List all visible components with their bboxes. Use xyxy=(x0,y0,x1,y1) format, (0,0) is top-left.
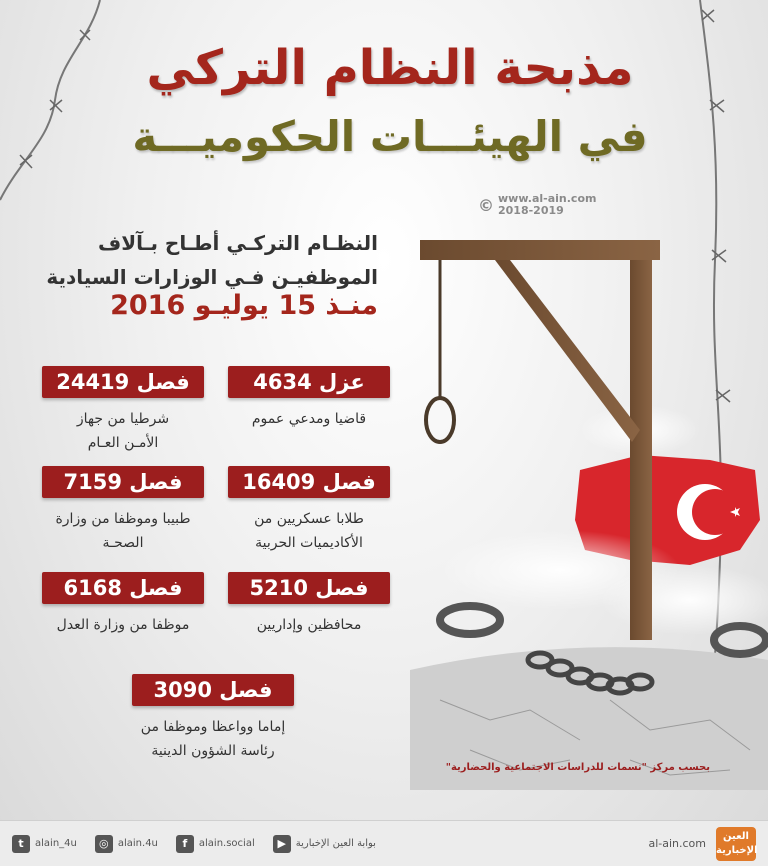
since-date: منـذ 15 يوليـو 2016 xyxy=(110,290,378,321)
footer-bar xyxy=(0,820,768,866)
stat-religious-affairs xyxy=(132,674,294,763)
stat-label: فصل 24419 xyxy=(42,366,204,398)
copyright-site: www.al-ain.com xyxy=(498,192,597,205)
twitter-link[interactable] xyxy=(12,835,77,853)
stat-label: عزل 4634 xyxy=(228,366,390,398)
stat-desc: قاضيا ومدعي عموم xyxy=(251,411,367,427)
stat-desc: محافظين وإداريين xyxy=(256,617,362,633)
intro-text xyxy=(20,226,378,294)
stat-military-students xyxy=(228,466,390,555)
stat-justice xyxy=(42,572,204,637)
twitter-handle: alain_4u xyxy=(35,838,77,849)
stat-label: فصل 7159 xyxy=(42,466,204,498)
stat-label: فصل 3090 xyxy=(132,674,294,706)
site-link[interactable]: al-ain.com xyxy=(648,837,706,850)
stat-desc: طبيبا وموظفا من وزارة الصحـة xyxy=(55,511,191,551)
stat-label: فصل 16409 xyxy=(228,466,390,498)
stat-label: فصل 5210 xyxy=(228,572,390,604)
copyright-years: 2018-2019 xyxy=(498,204,564,217)
barbed-wire-left xyxy=(0,0,110,220)
copyright-mark xyxy=(478,193,598,217)
main-title: مذبحة النظام التركي xyxy=(146,40,634,96)
youtube-icon: ▶ xyxy=(273,835,291,853)
sub-title: في الهيئـــات الحكوميـــة xyxy=(132,112,648,161)
facebook-link[interactable] xyxy=(176,835,255,853)
source-note: بحسب مركز "نسمات للدراسات الاجتماعية والحضارية" xyxy=(445,762,710,773)
facebook-icon: f xyxy=(176,835,194,853)
stat-health xyxy=(42,466,204,555)
stat-desc: شرطيا من جهاز الأمـن العـام xyxy=(76,411,170,451)
stat-judges xyxy=(228,366,390,431)
intro-line-2: الموظفيـن فـي الوزارات السيادية xyxy=(46,265,378,289)
stat-police xyxy=(42,366,204,455)
stat-governors xyxy=(228,572,390,637)
stat-desc: موظفا من وزارة العدل xyxy=(56,617,190,633)
instagram-handle: alain.4u xyxy=(117,838,158,849)
instagram-icon: ◎ xyxy=(95,835,113,853)
stat-label: فصل 6168 xyxy=(42,572,204,604)
copyright-icon: © xyxy=(478,195,494,215)
stat-desc: طلابا عسكريين من الأكاديميات الحربية xyxy=(254,511,364,551)
facebook-handle: alain.social xyxy=(198,838,255,849)
youtube-link[interactable] xyxy=(273,835,376,853)
al-ain-logo: العين الإخبارية xyxy=(716,827,756,861)
gallows-illustration xyxy=(410,230,768,790)
intro-line-1: النظـام التركـي أطـاح بـآلاف xyxy=(97,231,378,255)
youtube-handle: بوابة العين الإخبارية xyxy=(295,838,376,849)
twitter-icon: t xyxy=(12,835,30,853)
instagram-link[interactable] xyxy=(95,835,158,853)
stat-desc: إماما وواعظا وموظفا من رئاسة الشؤون الدينية xyxy=(140,719,286,759)
